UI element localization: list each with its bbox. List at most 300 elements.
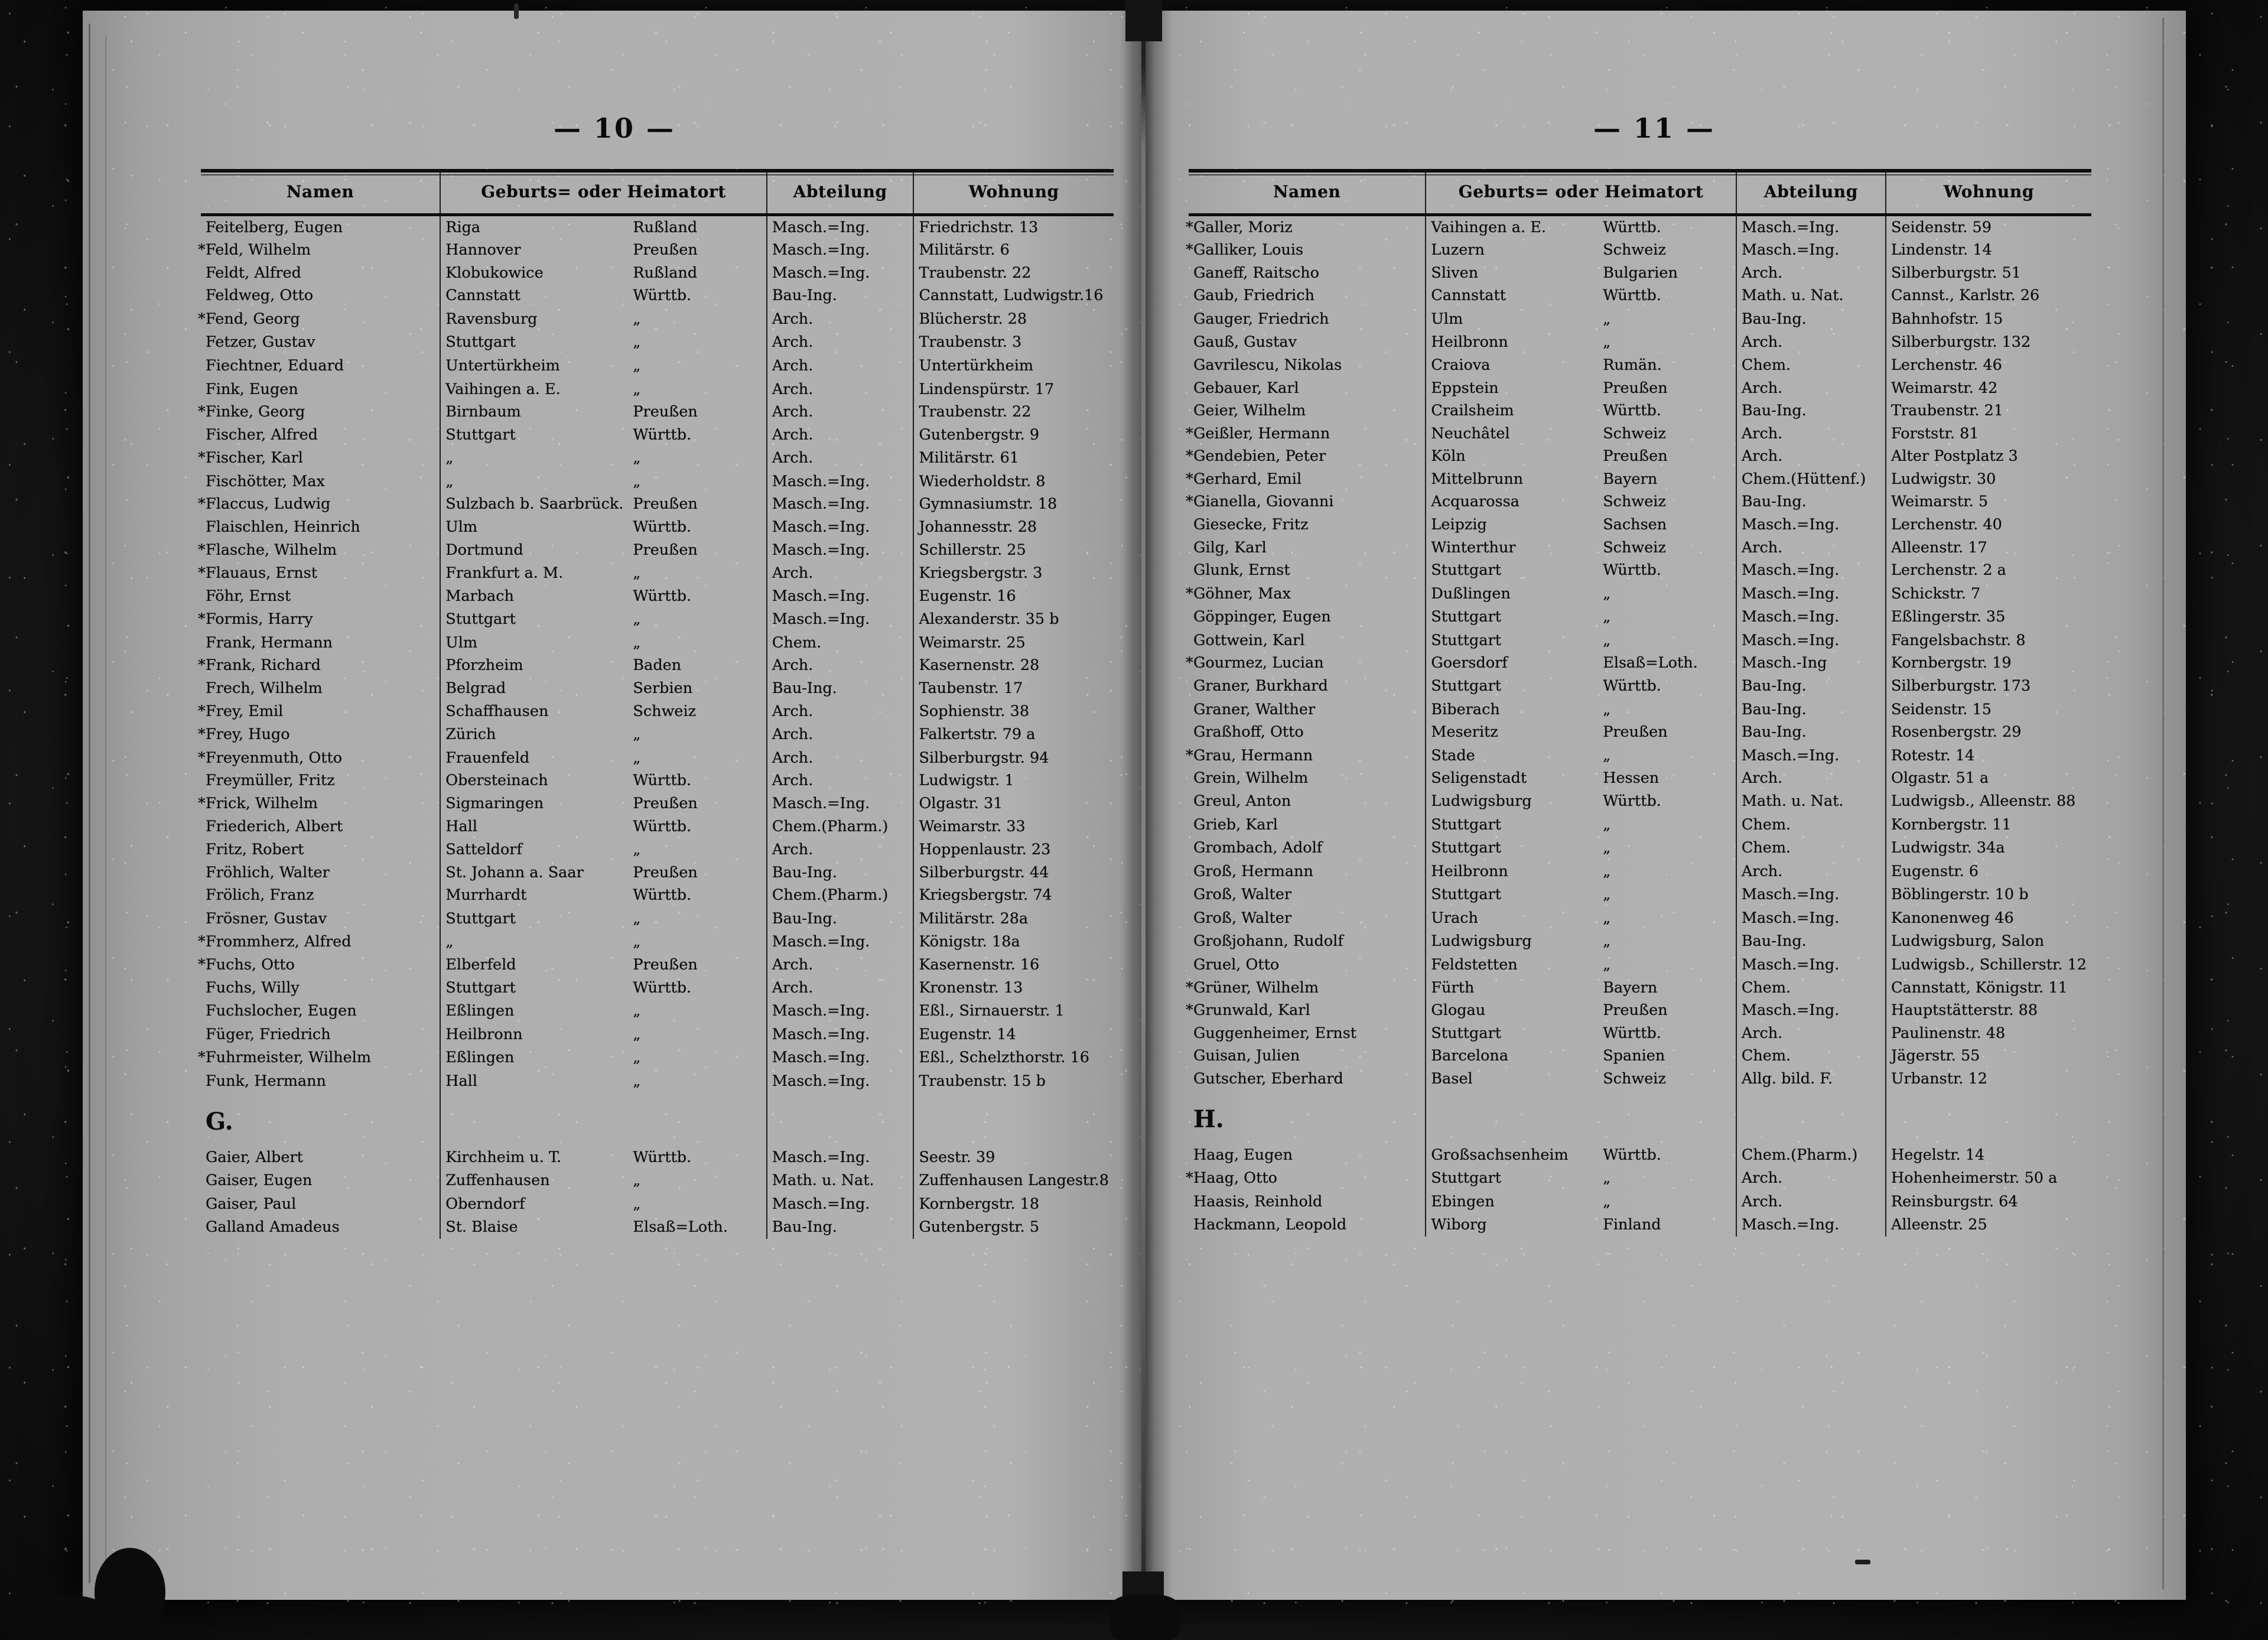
asterisk-marker: *	[1186, 493, 1193, 511]
cell-state: „	[1598, 307, 1736, 331]
cell-birthplace: Stuttgart	[1431, 1024, 1502, 1042]
table-row	[201, 770, 1114, 793]
cell-residence: Kriegsbergstr. 3	[919, 564, 1043, 583]
cell-residence: Weimarstr. 42	[1890, 379, 1998, 397]
cell-department: Masch.=Ing.	[1736, 906, 1886, 930]
cell-state: Württb.	[628, 424, 766, 447]
cell-birthplace: Glogau	[1431, 1001, 1486, 1020]
cell-residence: Paulinenstr. 48	[1890, 1024, 2006, 1042]
cell-birthplace: Stade	[1431, 746, 1475, 764]
cell-state: Sachsen	[1598, 514, 1736, 537]
cell-department: Masch.=Ing.	[767, 1193, 914, 1216]
cell-residence: Cannst., Karlstr. 26	[1890, 287, 2040, 305]
cell-department: Masch.=Ing.	[1736, 954, 1886, 977]
cell-birthplace: Hannover	[445, 241, 521, 259]
cell-birthplace: Heilbronn	[1431, 862, 1508, 880]
cell-state: Württb.	[628, 585, 766, 608]
edge-mark-right	[1855, 1560, 1870, 1564]
cell-department: Masch.=Ing.	[767, 608, 914, 632]
cell-state: Bayern	[1598, 468, 1736, 491]
cell-name: Guggenheimer, Ernst	[1189, 1022, 1426, 1045]
table-row	[201, 239, 1114, 262]
table-row	[1189, 698, 2091, 721]
cell-birthplace: Cannstatt	[445, 287, 520, 305]
cell-birthplace: Ebingen	[1431, 1193, 1495, 1211]
table-row	[201, 907, 1114, 930]
cell-state: Preußen	[1598, 445, 1736, 468]
table-row	[1189, 629, 2091, 652]
table-row	[1189, 354, 2091, 377]
cell-department: Arch.	[1736, 422, 1886, 445]
edge-mark-top	[514, 4, 519, 19]
cell-birthplace: Stuttgart	[445, 978, 516, 997]
cell-state: Bulgarien	[1598, 262, 1736, 285]
asterisk-marker: *	[198, 241, 206, 259]
cell-name: *Galliker, Louis	[1189, 239, 1426, 262]
cell-department: Arch.	[767, 977, 914, 1000]
cell-name: Frank, Hermann	[201, 631, 440, 655]
cell-department: Chem.	[767, 631, 914, 655]
table-row	[201, 1169, 1114, 1193]
cell-residence: Rosenbergstr. 29	[1890, 723, 2022, 741]
cell-state: „	[628, 1000, 766, 1023]
cell-name: Flaischlen, Heinrich	[201, 516, 440, 539]
table-row	[1189, 422, 2091, 445]
cell-birthplace: Biberach	[1431, 700, 1500, 718]
cell-residence: Untertürkheim	[919, 356, 1034, 375]
cell-name: Frösner, Gustav	[201, 907, 440, 930]
table-row	[201, 470, 1114, 493]
cell-state: Württb.	[628, 977, 766, 1000]
cell-department: Bau-Ing.	[1736, 675, 1886, 698]
cell-department: Arch.	[767, 700, 914, 723]
table-row	[201, 447, 1114, 470]
cell-department: Allg. bild. F.	[1736, 1068, 1886, 1091]
asterisk-marker: *	[1186, 1001, 1193, 1020]
cell-name: Ganeff, Raitscho	[1189, 262, 1426, 285]
cell-residence: Eugenstr. 6	[1890, 862, 1979, 880]
table-row	[201, 631, 1114, 655]
table-row	[201, 792, 1114, 815]
asterisk-marker: *	[1186, 978, 1193, 997]
asterisk-marker: *	[198, 933, 206, 951]
table-row	[1189, 675, 2091, 698]
column-header-name: Namen	[201, 171, 440, 215]
roster-table-right	[1186, 171, 2091, 1236]
cell-department: Bau-Ing.	[767, 907, 914, 930]
cell-state: Baden	[628, 655, 766, 678]
cell-residence: Hoppenlaustr. 23	[919, 841, 1051, 859]
binder-clamp-bottom	[1109, 1595, 1180, 1640]
table-row	[201, 331, 1114, 354]
cell-birthplace: Wiborg	[1431, 1215, 1487, 1234]
cell-department: Masch.=Ing.	[1736, 744, 1886, 767]
cell-birthplace: Goersdorf	[1431, 654, 1508, 672]
cell-state: Elsaß=Loth.	[1598, 652, 1736, 675]
cell-name: *Frey, Hugo	[201, 723, 440, 747]
table-row	[1189, 400, 2091, 423]
cell-state: Württb.	[1598, 559, 1736, 583]
cell-birthplace: Köln	[1431, 447, 1466, 466]
cell-state: Württb.	[1598, 1022, 1736, 1045]
cell-state: „	[628, 838, 766, 862]
cell-department: Arch.	[1736, 1022, 1886, 1045]
cell-department: Arch.	[767, 723, 914, 747]
table-row	[201, 954, 1114, 977]
table-row	[201, 585, 1114, 608]
cell-department: Math. u. Nat.	[767, 1169, 914, 1193]
cell-name: Großjohann, Rudolf	[1189, 930, 1426, 954]
cell-residence: Ludwigstr. 30	[1890, 470, 1996, 488]
cell-state: Württb.	[1598, 675, 1736, 698]
cell-state: „	[628, 631, 766, 655]
cell-name: Fröhlich, Walter	[201, 861, 440, 884]
cell-residence: Olgastr. 51 a	[1890, 769, 1989, 788]
cell-state: Spanien	[1598, 1045, 1736, 1068]
cell-birthplace: Neuchâtel	[1431, 424, 1510, 442]
cell-residence: Silberburgstr. 94	[919, 749, 1049, 767]
column-header-department: Abteilung	[1736, 171, 1886, 215]
cell-state: „	[628, 470, 766, 493]
cell-residence: Kasernenstr. 16	[919, 956, 1040, 974]
cell-birthplace: Hall	[445, 817, 477, 835]
spine-top-clamp	[1125, 0, 1162, 41]
cell-department: Bau-Ing.	[767, 678, 914, 701]
cell-state: Württb.	[628, 285, 766, 308]
cell-birthplace: Sigmaringen	[445, 794, 544, 812]
table-row	[1189, 744, 2091, 767]
cell-state: Schweiz	[628, 700, 766, 723]
cell-residence: Lerchenstr. 2 a	[1890, 561, 2006, 580]
table-row	[1189, 954, 2091, 977]
cell-birthplace: Stuttgart	[1431, 631, 1502, 649]
cell-residence: Ludwigsburg, Salon	[1890, 932, 2045, 951]
cell-birthplace: Crailsheim	[1431, 402, 1514, 420]
cell-birthplace: St. Blaise	[445, 1218, 518, 1236]
cell-state: Rußland	[628, 262, 766, 285]
cell-department: Chem.(Pharm.)	[1736, 1144, 1886, 1167]
cell-name: Gruel, Otto	[1189, 954, 1426, 977]
table-head-left	[201, 171, 1114, 215]
cell-state: Preußen	[628, 401, 766, 424]
cell-state: „	[628, 746, 766, 770]
cell-department: Chem.(Pharm.)	[767, 815, 914, 838]
cell-name: Grombach, Adolf	[1189, 837, 1426, 860]
cell-state: Preußen	[1598, 721, 1736, 744]
column-header-birthplace: Geburts= oder Heimatort	[440, 171, 767, 215]
cell-birthplace: Sulzbach b. Saarbrück.	[445, 495, 624, 513]
cell-residence: Rotestr. 14	[1890, 746, 1975, 764]
cell-birthplace: Ludwigsburg	[1431, 932, 1532, 951]
cell-name: Frech, Wilhelm	[201, 678, 440, 701]
column-header-department: Abteilung	[767, 171, 914, 215]
cell-residence: Militärstr. 28a	[919, 909, 1029, 928]
table-row	[201, 262, 1114, 285]
cell-state: Schweiz	[1598, 491, 1736, 514]
cell-state: Schweiz	[1598, 536, 1736, 559]
asterisk-marker: *	[198, 702, 206, 720]
cell-department: Arch.	[1736, 1167, 1886, 1190]
cell-birthplace: Oberndorf	[445, 1195, 525, 1213]
table-row	[1189, 1167, 2091, 1190]
table-row	[1189, 1190, 2091, 1214]
cell-state: Schweiz	[1598, 1068, 1736, 1091]
cell-residence: Silberburgstr. 44	[919, 863, 1049, 881]
cell-department: Arch.	[1736, 262, 1886, 285]
left-page	[83, 0, 1146, 1640]
cell-residence: Ludwigsb., Schillerstr. 12	[1890, 956, 2087, 974]
cell-name: Gutscher, Eberhard	[1189, 1068, 1426, 1091]
section-letter-spacer	[913, 1093, 1114, 1146]
cell-department: Bau-Ing.	[767, 285, 914, 308]
cell-birthplace: St. Johann a. Saar	[445, 863, 584, 881]
cell-state: „	[628, 447, 766, 470]
cell-residence: Seestr. 39	[919, 1148, 995, 1166]
cell-residence: Militärstr. 6	[919, 241, 1010, 259]
cell-department: Bau-Ing.	[1736, 491, 1886, 514]
cell-residence: Alexanderstr. 35 b	[919, 610, 1059, 629]
cell-birthplace: Feldstetten	[1431, 956, 1518, 974]
cell-state: „	[628, 608, 766, 632]
cell-state: Preußen	[628, 239, 766, 262]
cell-birthplace: Stuttgart	[1431, 839, 1502, 857]
cell-department: Bau-Ing.	[1736, 721, 1886, 744]
asterisk-marker: *	[1186, 470, 1193, 488]
cell-residence: Hohenheimerstr. 50 a	[1890, 1169, 2058, 1187]
cell-birthplace: Schaffhausen	[445, 702, 549, 720]
cell-name: Greul, Anton	[1189, 790, 1426, 813]
cell-department: Masch.=Ing.	[767, 930, 914, 954]
cell-birthplace: Meseritz	[1431, 723, 1498, 741]
asterisk-marker: *	[1186, 654, 1193, 672]
cell-residence: Schillerstr. 25	[919, 541, 1026, 559]
cell-state: Preußen	[628, 792, 766, 815]
cell-residence: Gutenbergstr. 9	[919, 425, 1040, 444]
cell-department: Arch.	[767, 307, 914, 331]
cell-name: Göppinger, Eugen	[1189, 606, 1426, 629]
cell-department: Masch.=Ing.	[1736, 239, 1886, 262]
cell-department: Arch.	[1736, 536, 1886, 559]
asterisk-marker: *	[1186, 746, 1193, 764]
cell-birthplace: Stuttgart	[445, 909, 516, 928]
asterisk-marker: *	[1186, 1169, 1193, 1187]
cell-residence: Lerchenstr. 40	[1890, 516, 2002, 534]
cell-department: Arch.	[767, 424, 914, 447]
cell-department: Masch.=Ing.	[1736, 514, 1886, 537]
cell-department: Arch.	[767, 562, 914, 585]
cell-birthplace: Stuttgart	[1431, 561, 1502, 580]
table-row	[201, 1216, 1114, 1239]
cell-department: Masch.=Ing.	[767, 1000, 914, 1023]
cell-birthplace: Stuttgart	[445, 333, 516, 352]
asterisk-marker: *	[198, 541, 206, 559]
cell-department: Masch.=Ing.	[1736, 606, 1886, 629]
cell-state: „	[1598, 1167, 1736, 1190]
cell-state: „	[628, 1023, 766, 1046]
cell-department: Arch.	[767, 838, 914, 862]
table-row	[201, 655, 1114, 678]
cell-birthplace: Stuttgart	[1431, 815, 1502, 834]
cell-residence: Hegelstr. 14	[1890, 1146, 1985, 1164]
section-letter-row	[201, 1093, 1114, 1146]
cell-state: Württb.	[1598, 215, 1736, 239]
table-row	[201, 424, 1114, 447]
cell-name: *Fend, Georg	[201, 307, 440, 331]
cell-birthplace: Stuttgart	[445, 610, 516, 629]
cell-name: *Fuchs, Otto	[201, 954, 440, 977]
cell-state: „	[628, 307, 766, 331]
column-header-residence: Wohnung	[1886, 171, 2091, 215]
cell-name: Giesecke, Fritz	[1189, 514, 1426, 537]
asterisk-marker: *	[198, 1049, 206, 1067]
cell-name: *Frick, Wilhelm	[201, 792, 440, 815]
cell-residence: Bahnhofstr. 15	[1890, 310, 2003, 328]
asterisk-marker: *	[198, 749, 206, 767]
cell-birthplace: Stuttgart	[1431, 677, 1502, 695]
cell-state: Rumän.	[1598, 354, 1736, 377]
table-row	[1189, 514, 2091, 537]
cell-residence: Lindenspürstr. 17	[919, 380, 1055, 398]
cell-residence: Weimarstr. 33	[919, 817, 1026, 835]
cell-state: Preußen	[628, 539, 766, 562]
cell-name: Gottwein, Karl	[1189, 629, 1426, 652]
cell-state: Württb.	[628, 815, 766, 838]
cell-residence: Kornbergstr. 19	[1890, 654, 2012, 672]
cell-residence: Lindenstr. 14	[1890, 241, 1992, 259]
asterisk-marker: *	[1186, 218, 1193, 236]
cell-name: *Formis, Harry	[201, 608, 440, 632]
cell-residence: Zuffenhausen Langestr.8	[919, 1172, 1109, 1190]
cell-state: Bayern	[1598, 977, 1736, 1000]
header-row-right	[1189, 171, 2091, 215]
cell-department: Chem.(Hüttenf.)	[1736, 468, 1886, 491]
cell-department: Arch.	[1736, 767, 1886, 790]
cell-birthplace: Barcelona	[1431, 1047, 1509, 1065]
cell-residence: Alleenstr. 17	[1890, 538, 1987, 557]
cell-name: *Finke, Georg	[201, 401, 440, 424]
cell-birthplace: Craiova	[1431, 356, 1491, 374]
table-row	[201, 723, 1114, 747]
cell-birthplace: Ulm	[1431, 310, 1463, 328]
section-letter: H.	[1189, 1091, 1426, 1144]
cell-department: Masch.=Ing.	[767, 215, 914, 239]
cell-birthplace: Stuttgart	[1431, 886, 1502, 904]
cell-birthplace: Acquarossa	[1431, 493, 1519, 511]
cell-name: Groß, Hermann	[1189, 860, 1426, 883]
cell-residence: Urbanstr. 12	[1890, 1069, 1987, 1088]
cell-name: Gaub, Friedrich	[1189, 285, 1426, 308]
cell-state: „	[1598, 906, 1736, 930]
cell-department: Chem.(Pharm.)	[767, 884, 914, 907]
section-letter-spacer	[1426, 1091, 1598, 1144]
table-row	[1189, 1144, 2091, 1167]
cell-department: Bau-Ing.	[1736, 400, 1886, 423]
cell-birthplace: Urach	[1431, 909, 1479, 927]
cell-state: Hessen	[1598, 767, 1736, 790]
cell-state: Serbien	[628, 678, 766, 701]
cell-name: Füger, Friedrich	[201, 1023, 440, 1046]
cell-name: Guisan, Julien	[1189, 1045, 1426, 1068]
cell-birthplace: Leipzig	[1431, 516, 1487, 534]
table-row	[1189, 468, 2091, 491]
cell-birthplace: Stuttgart	[1431, 608, 1502, 626]
table-row	[1189, 930, 2091, 954]
cell-birthplace: Stuttgart	[445, 425, 516, 444]
cell-department: Bau-Ing.	[767, 861, 914, 884]
cell-department: Masch.=Ing.	[1736, 582, 1886, 606]
table-row	[1189, 883, 2091, 907]
cell-state: Württb.	[628, 516, 766, 539]
cell-birthplace: Elberfeld	[445, 956, 516, 974]
cell-name: Glunk, Ernst	[1189, 559, 1426, 583]
cell-name: *Flauaus, Ernst	[201, 562, 440, 585]
cell-residence: Eßlingerstr. 35	[1890, 608, 2006, 626]
cell-department: Arch.	[767, 378, 914, 401]
cell-state: Württb.	[628, 884, 766, 907]
cell-name: Gavrilescu, Nikolas	[1189, 354, 1426, 377]
cell-birthplace: „	[445, 472, 454, 490]
cell-name: *Galler, Moriz	[1189, 215, 1426, 239]
cell-name: Galland Amadeus	[201, 1216, 440, 1239]
table-body-left	[198, 215, 1114, 1239]
table-row	[1189, 906, 2091, 930]
cell-birthplace: Mittelbrunn	[1431, 470, 1524, 488]
asterisk-marker: *	[198, 310, 206, 328]
cell-name: Graßhoff, Otto	[1189, 721, 1426, 744]
cell-residence: Olgastr. 31	[919, 794, 1003, 812]
cell-name: *Grüner, Wilhelm	[1189, 977, 1426, 1000]
cell-residence: Hauptstätterstr. 88	[1890, 1001, 2038, 1020]
table-row	[201, 746, 1114, 770]
cell-department: Bau-Ing.	[1736, 698, 1886, 721]
table-row	[201, 861, 1114, 884]
table-row	[201, 401, 1114, 424]
cell-birthplace: Dußlingen	[1431, 584, 1511, 603]
cell-name: Gauß, Gustav	[1189, 331, 1426, 354]
cell-residence: Traubenstr. 21	[1890, 402, 2004, 420]
cell-birthplace: Untertürkheim	[445, 356, 560, 375]
cell-birthplace: Luzern	[1431, 241, 1485, 259]
cell-department: Arch.	[1736, 377, 1886, 400]
cell-department: Masch.=Ing.	[767, 1046, 914, 1070]
cell-department: Arch.	[767, 401, 914, 424]
cell-state: Württb.	[1598, 790, 1736, 813]
cell-department: Masch.=Ing.	[1736, 629, 1886, 652]
cell-department: Arch.	[1736, 1190, 1886, 1214]
cell-name: Funk, Hermann	[201, 1069, 440, 1093]
cell-department: Chem.	[1736, 977, 1886, 1000]
cell-state: „	[628, 331, 766, 354]
cell-state: „	[1598, 331, 1736, 354]
table-row	[1189, 285, 2091, 308]
cell-residence: Kanonenweg 46	[1890, 909, 2014, 927]
cell-residence: Gutenbergstr. 5	[919, 1218, 1040, 1236]
table-row	[1189, 536, 2091, 559]
cell-residence: Kriegsbergstr. 74	[919, 886, 1052, 904]
cell-residence: Forststr. 81	[1890, 424, 1979, 442]
cell-name: Gaier, Albert	[201, 1146, 440, 1169]
table-row	[201, 930, 1114, 954]
cell-residence: Taubenstr. 17	[919, 679, 1023, 698]
cell-name: Föhr, Ernst	[201, 585, 440, 608]
table-row	[1189, 215, 2091, 239]
cell-residence: Schickstr. 7	[1890, 584, 1981, 603]
cell-department: Masch.=Ing.	[767, 239, 914, 262]
cell-name: *Frey, Emil	[201, 700, 440, 723]
cell-residence: Silberburgstr. 132	[1890, 333, 2031, 352]
cell-birthplace: Eßlingen	[445, 1002, 515, 1020]
cell-residence: Weimarstr. 25	[919, 633, 1026, 652]
